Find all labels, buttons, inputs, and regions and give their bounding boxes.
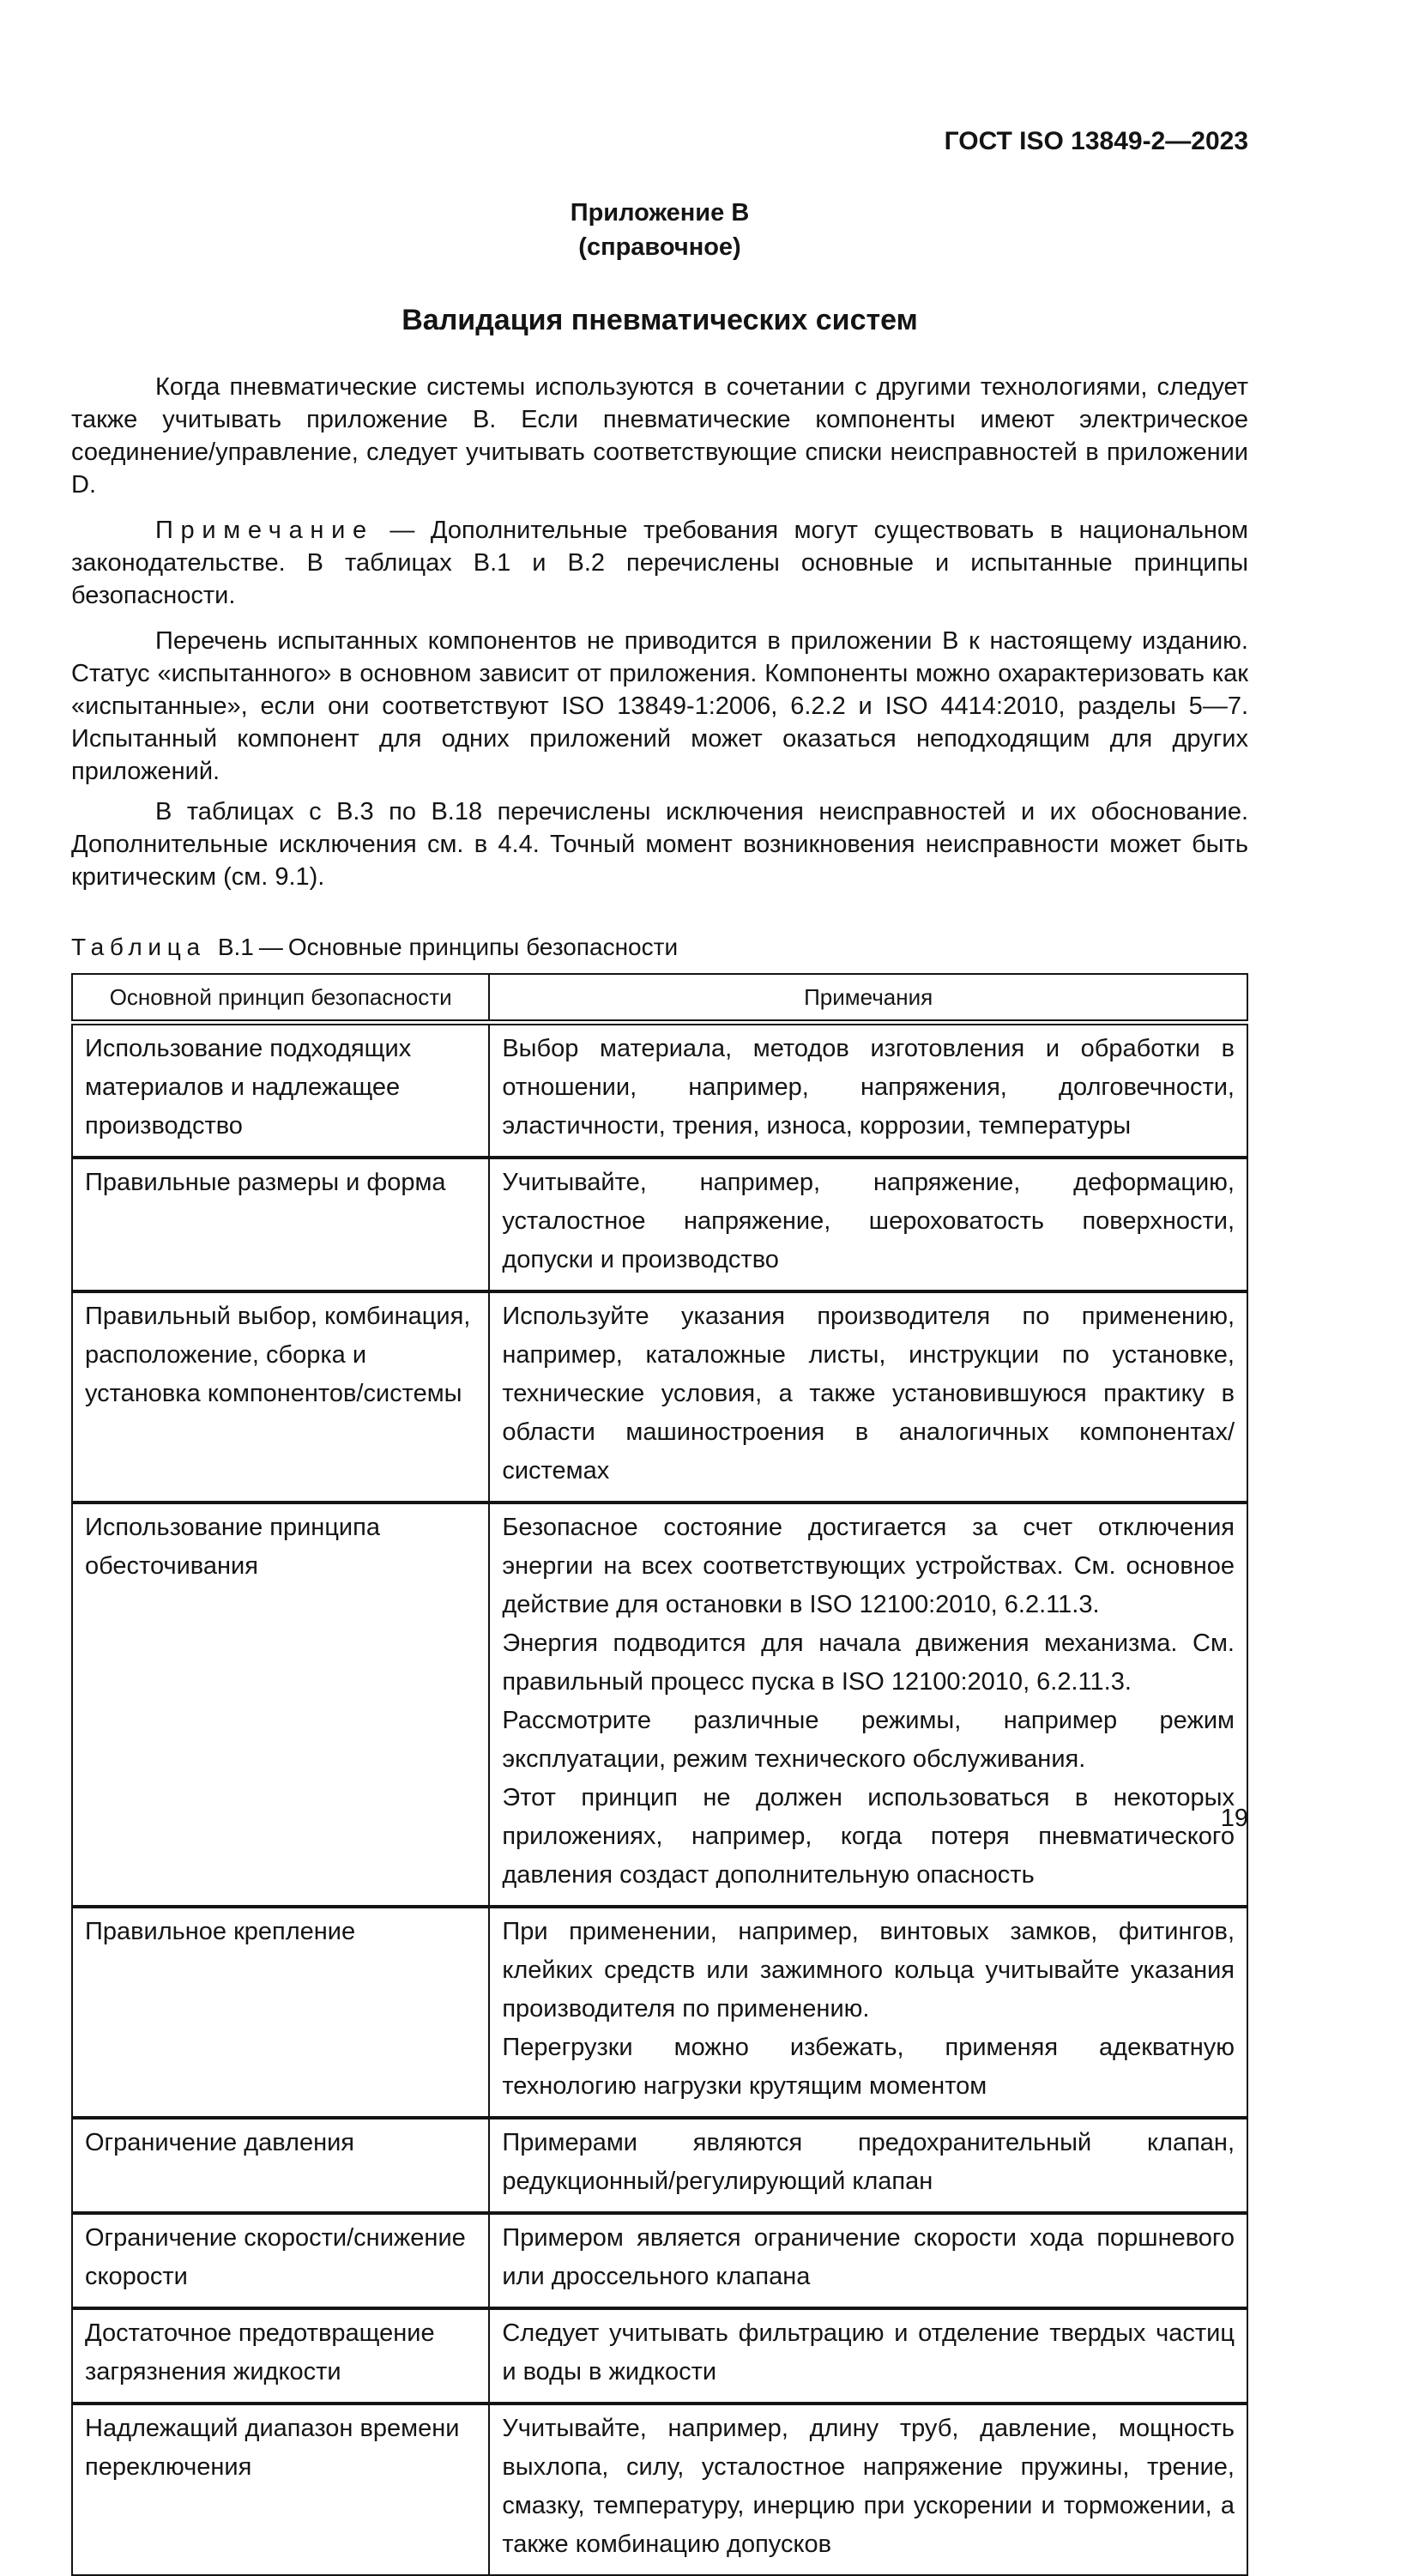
notes-cell <box>489 1023 1247 1158</box>
appendix-heading <box>71 196 1248 264</box>
note-label: Примечание <box>155 517 374 544</box>
principle-cell: Достаточное предотвращение загрязнения жидкости <box>72 2308 489 2404</box>
table-caption-title: Основные принципы безопасности <box>287 934 679 960</box>
notes-cell <box>489 2404 1247 2575</box>
notes-cell-paragraph: Безопасное состояние достигается за счет отключения энергии на всех соответствующих устройствах. См. основное действие для остановки в ISO 12100:2010, 6.2.11.3. <box>502 1514 1235 1618</box>
table-row <box>72 2118 1247 2213</box>
note-text: — Дополнительные требования могут существовать в национальном законодательстве. В таблицах B.1 и B.2 перечислены основные и испытанные принципы безопасности. <box>71 517 1248 609</box>
notes-cell <box>489 2308 1247 2404</box>
table-caption-label: Таблица <box>71 934 206 960</box>
table-row <box>72 2308 1247 2404</box>
notes-cell <box>489 1291 1247 1503</box>
note-paragraph <box>71 514 1248 612</box>
notes-cell-paragraph: Используйте указания производителя по применению, например, каталожные листы, инструкции по установке, технические условия, а также установившуюся практику в области машиностроения в аналогичных компонентах/системах <box>502 1303 1235 1485</box>
table-caption-ref: B.1 <box>217 934 254 960</box>
principle-cell: Ограничение давления <box>72 2118 489 2213</box>
principle-cell: Использование подходящих материалов и надлежащее производство <box>72 1023 489 1158</box>
notes-cell-paragraph: Следует учитывать фильтрацию и отделение твердых частиц и воды в жидкости <box>502 2319 1235 2386</box>
table-row <box>72 1291 1247 1503</box>
notes-cell <box>489 1503 1247 1907</box>
document-code: ГОСТ ISO 13849-2—2023 <box>944 127 1248 155</box>
notes-cell-paragraph: Учитывайте, например, длину труб, давление, мощность выхлопа, силу, усталостное напряжение пружины, трение, смазку, температуру, инерцию при ускорении и торможении, а также комбинацию допусков <box>502 2415 1235 2558</box>
principle-cell: Правильные размеры и форма <box>72 1158 489 1291</box>
table-row <box>72 1503 1247 1907</box>
principle-cell: Использование принципа обесточивания <box>72 1503 489 1907</box>
page-content <box>71 0 1248 2576</box>
table-header-principle: Основной принцип безопасности <box>72 974 489 1023</box>
notes-cell-paragraph: Этот принцип не должен использоваться в некоторых приложениях, например, когда потеря пневматического давления создаст дополнительную опасность <box>502 1784 1235 1889</box>
notes-cell <box>489 2213 1247 2308</box>
notes-cell-paragraph: Учитывайте, например, напряжение, деформацию, усталостное напряжение, шероховатость поверхности, допуски и производство <box>502 1169 1235 1273</box>
principle-cell: Ограничение скорости/снижение скорости <box>72 2213 489 2308</box>
appendix-label: Приложение B <box>570 199 750 227</box>
table-caption-separator: — <box>258 934 283 960</box>
principle-cell: Правильное крепление <box>72 1907 489 2118</box>
notes-cell-paragraph: Примером является ограничение скорости хода поршневого или дроссельного клапана <box>502 2224 1235 2290</box>
table-row <box>72 2404 1247 2575</box>
notes-cell-paragraph: Рассмотрите различные режимы, например режим эксплуатации, режим технического обслуживания. <box>502 1707 1235 1773</box>
notes-cell <box>489 2118 1247 2213</box>
paragraph: В таблицах с B.3 по B.18 перечислены исключения неисправностей и их обоснование. Дополнительные исключения см. в 4.4. Точный момент возникновения неисправности может быть критическим (см. 9.1). <box>71 798 1248 891</box>
notes-cell-paragraph: Перегрузки можно избежать, применяя адекватную технологию нагрузки крутящим моментом <box>502 2034 1235 2100</box>
table-header-notes: Примечания <box>489 974 1247 1023</box>
body-paragraphs <box>71 371 1248 893</box>
notes-cell-paragraph: Энергия подводится для начала движения механизма. См. правильный процесс пуска в ISO 12100:2010, 6.2.11.3. <box>502 1630 1235 1696</box>
notes-cell-paragraph: Примерами являются предохранительный клапан, редукционный/регулирующий клапан <box>502 2129 1235 2195</box>
table-header-row <box>72 974 1247 1023</box>
paragraph: Когда пневматические системы используются в сочетании с другими технологиями, следует также учитывать приложение B. Если пневматические компоненты имеют электрическое соединение/управление, следует учитывать соответствующие списки неисправностей в приложении D. <box>71 373 1248 499</box>
appendix-kind: (справочное) <box>578 233 741 261</box>
notes-cell-paragraph: При применении, например, винтовых замков, фитингов, клейких средств или зажимного кольца учитывайте указания производителя по применению. <box>502 1918 1235 2023</box>
table-row <box>72 1023 1247 1158</box>
notes-cell <box>489 1158 1247 1291</box>
principle-cell: Надлежащий диапазон времени переключения <box>72 2404 489 2575</box>
principle-cell: Правильный выбор, комбинация, расположение, сборка и установка компонентов/системы <box>72 1291 489 1503</box>
paragraph: Перечень испытанных компонентов не приводится в приложении B к настоящему изданию. Статус «испытанного» в основном зависит от приложения. Компоненты можно охарактеризовать как «испытанные», если они соответствуют ISO 13849-1:2006, 6.2.2 и ISO 4414:2010, разделы 5—7. Испытанный компонент для одних приложений может оказаться неподходящим для других приложений. <box>71 627 1248 785</box>
table-row <box>72 1907 1247 2118</box>
table-row <box>72 2213 1247 2308</box>
table-row <box>72 1158 1247 1291</box>
table-caption <box>71 933 1248 962</box>
safety-principles-table <box>71 973 1248 2576</box>
notes-cell <box>489 1907 1247 2118</box>
appendix-title: Валидация пневматических систем <box>402 304 918 336</box>
page-number: 19 <box>1220 1805 1248 1832</box>
notes-cell-paragraph: Выбор материала, методов изготовления и обработки в отношении, например, напряжения, долговечности, эластичности, трения, износа, коррозии, температуры <box>502 1035 1235 1140</box>
